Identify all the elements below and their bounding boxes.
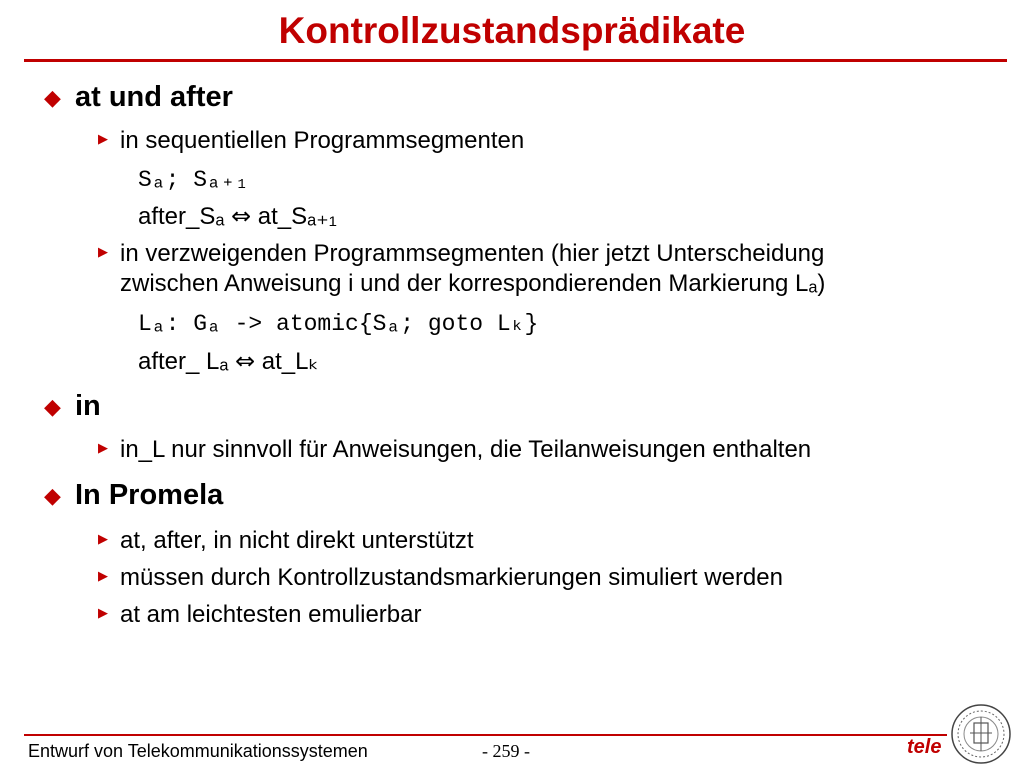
triangle-bullet-icon: ▶ [98,531,108,546]
footer-course: Entwurf von Telekommunikationssystemen [28,741,368,761]
item-text: at, after, in nicht direkt unterstützt [120,527,474,554]
triangle-bullet-icon: ▶ [98,568,108,583]
triangle-bullet-icon: ▶ [98,131,108,146]
sequential-code: Sₐ; Sₐ₊₁ [138,167,249,193]
title-rule [24,59,1007,62]
item-text: müssen durch Kontrollzustandsmarkierungen simuliert werden [120,564,783,591]
item-text: at am leichtesten emulierbar [120,601,422,628]
relation-left: after_ Lₐ [138,348,229,375]
item-text: in sequentiellen Programmsegmenten [120,127,525,154]
footer-rule [24,734,947,736]
diamond-bullet-icon: ◆ [44,394,61,419]
relation-left: after_Sₐ [138,203,225,230]
branching-relation [138,347,319,376]
branching-code: Lₐ: Gₐ -> atomic{Sₐ; goto Lₖ} [138,311,539,337]
triangle-bullet-icon: ▶ [98,440,108,455]
equivalence-icon: ⇔ [235,347,256,375]
item-text-line2: zwischen Anweisung i und der korrespondierenden Markierung Lₐ) [120,270,826,297]
item-text-line1: in verzweigenden Programmsegmenten (hier jetzt Unterscheidung [120,240,825,267]
sequential-relation [138,202,337,231]
relation-right: at_Sₐ₊₁ [257,203,337,230]
diamond-bullet-icon: ◆ [44,85,61,110]
triangle-bullet-icon: ▶ [98,605,108,620]
triangle-bullet-icon: ▶ [98,244,108,259]
footer-logo-text: tele [907,736,942,758]
section-label: In Promela [75,479,224,511]
slide-title: Kontrollzustandsprädikate [278,10,746,51]
diamond-bullet-icon: ◆ [44,483,61,508]
equivalence-icon: ⇔ [230,202,252,230]
section-label: in [75,390,101,422]
footer-page-number: - 259 - [482,741,530,761]
university-seal-icon [950,703,1012,765]
relation-right: at_Lₖ [261,348,319,375]
item-text: in_L nur sinnvoll für Anweisungen, die Teilanweisungen enthalten [120,436,812,463]
section-label: at und after [75,81,233,113]
